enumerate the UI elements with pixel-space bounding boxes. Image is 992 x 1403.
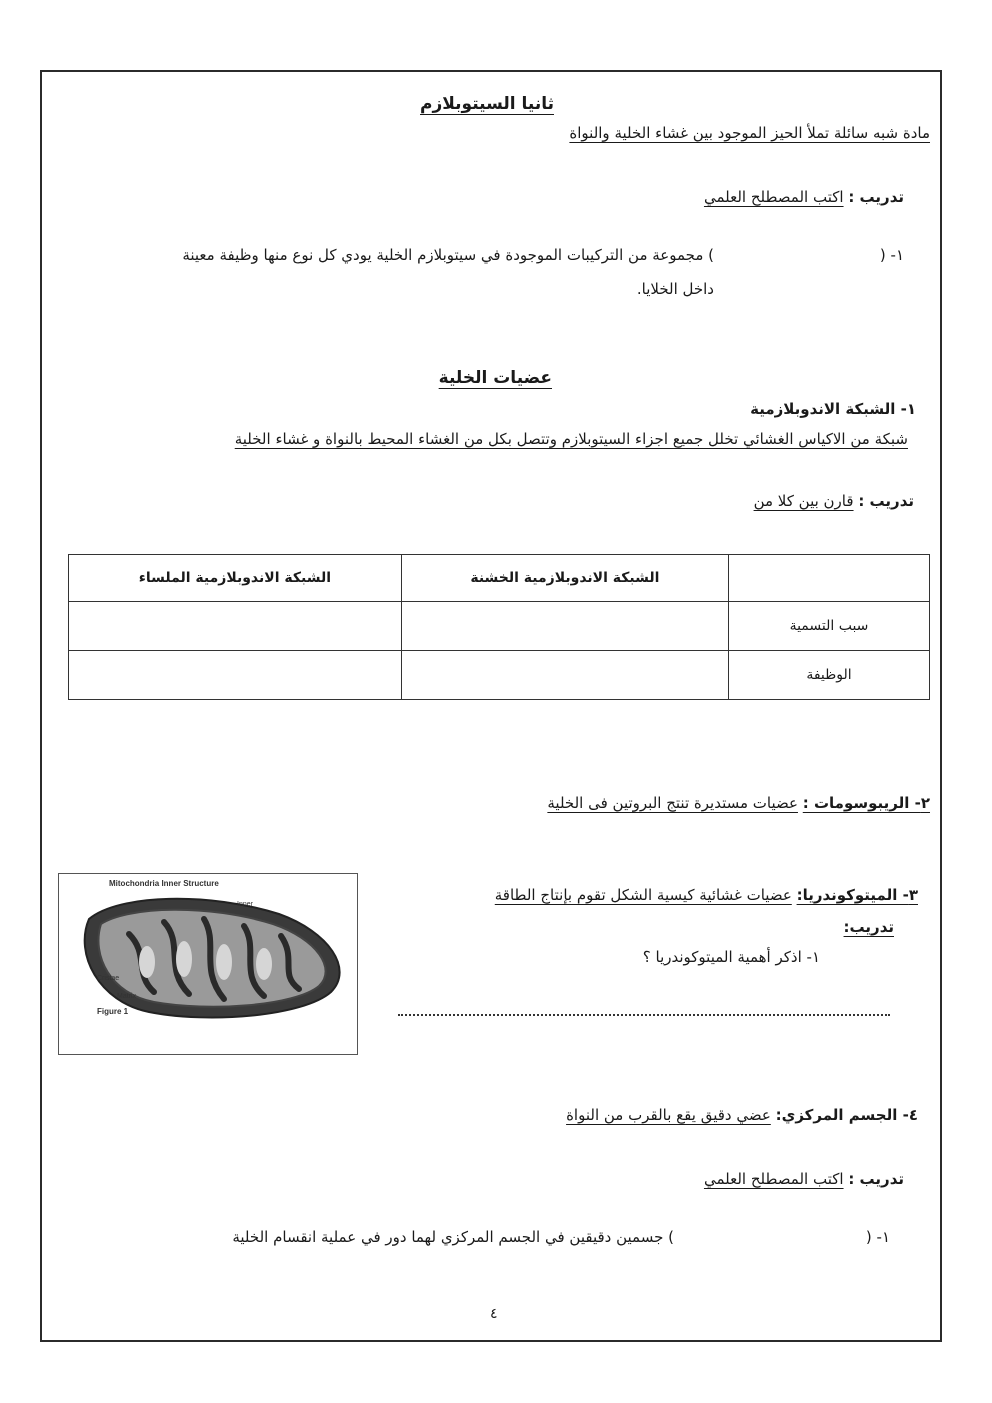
label-cristae: Cristae — [97, 975, 120, 982]
exercise1-item-text-cont: داخل الخلايا. — [636, 280, 714, 298]
centrosome-line — [566, 1106, 918, 1124]
mitochondria-figure — [58, 873, 358, 1055]
figure-title: Mitochondria Inner Structure — [109, 879, 219, 888]
mitochondria-illustration — [59, 874, 357, 1054]
exercise-instruction: قارن بين كلا من — [753, 492, 854, 510]
centrosome-definition: عضي دقيق يقع بالقرب من النواة — [566, 1106, 771, 1124]
er-heading: ١- الشبكة الاندوبلازمية — [750, 400, 916, 418]
exercise-label: تدريب : — [858, 492, 914, 510]
exercise-instruction: اكتب المصطلح العلمي — [703, 1170, 844, 1188]
mitochondria-definition: عضيات غشائية كيسية الشكل تقوم بإنتاج الطاقة — [494, 886, 792, 904]
label-matrix: Matrix — [117, 993, 137, 1000]
mitochondria-exercise-label: تدريب: — [843, 918, 894, 936]
ribosomes-line — [547, 794, 930, 812]
table-cell[interactable] — [401, 602, 728, 651]
exercise1-item-number: ١- ( — [879, 246, 904, 264]
table-header-cell: الشبكة الاندوبلازمية الملساء — [69, 555, 402, 602]
table-row — [69, 602, 930, 651]
matrix-space — [256, 948, 272, 980]
exercise-label: تدريب : — [848, 1170, 904, 1188]
exercise2-heading — [754, 492, 914, 510]
comparison-table — [68, 554, 930, 700]
organelles-title: عضيات الخلية — [438, 368, 552, 388]
matrix-space — [176, 941, 192, 977]
table-row-label: الوظيفة — [729, 651, 930, 700]
page-number: ٤ — [490, 1306, 498, 1322]
centrosome-heading: ٤- الجسم المركزي: — [775, 1106, 918, 1124]
matrix-space — [216, 944, 232, 980]
exercise3-item-text: ) جسمين دقيقين في الجسم المركزي لهما دور في عملية انقسام الخلية — [232, 1228, 674, 1246]
table-header-cell — [729, 555, 930, 602]
exercise1-heading — [704, 188, 904, 206]
mitochondria-line — [495, 886, 918, 904]
table-cell[interactable] — [69, 651, 402, 700]
figure-caption: Figure 1 — [97, 1007, 129, 1016]
cytoplasm-title: ثانيا السيتوبلازم — [420, 94, 554, 114]
exercise-label: تدريب : — [848, 188, 904, 206]
cytoplasm-definition: مادة شبه سائلة تملأ الحيز الموجود بين غشاء الخلية والنواة — [569, 124, 930, 142]
mitochondria-question: ١- اذكر أهمية الميتوكوندريا ؟ — [642, 948, 820, 966]
table-cell[interactable] — [401, 651, 728, 700]
exercise3-item-number: ١- ( — [865, 1228, 890, 1246]
exercise1-item-text: ) مجموعة من التركيبات الموجودة في سيتوبلازم الخلية يودي كل نوع منها وظيفة معينة — [182, 246, 714, 264]
ribosomes-heading: ٢- الريبوسومات : — [802, 794, 930, 812]
table-row — [69, 651, 930, 700]
table-row-label: سبب التسمية — [729, 602, 930, 651]
label-inner: Inner — [237, 901, 253, 908]
er-definition: شبكة من الاكياس الغشائي تخلل جميع اجزاء السيتوبلازم وتتصل بكل من الغشاء المحيط بالنواة و غشاء الخلية — [234, 430, 908, 448]
table-header-cell: الشبكة الاندوبلازمية الخشنة — [401, 555, 728, 602]
table-header-row — [69, 555, 930, 602]
ribosomes-definition: عضيات مستديرة تنتج البروتين فى الخلية — [547, 794, 798, 812]
matrix-space — [139, 946, 155, 978]
exercise3-heading — [704, 1170, 904, 1188]
mitochondria-heading: ٣- الميتوكوندريا: — [796, 886, 918, 904]
exercise-instruction: اكتب المصطلح العلمي — [703, 188, 844, 206]
answer-dotted-line[interactable] — [398, 1012, 890, 1016]
table-cell[interactable] — [69, 602, 402, 651]
